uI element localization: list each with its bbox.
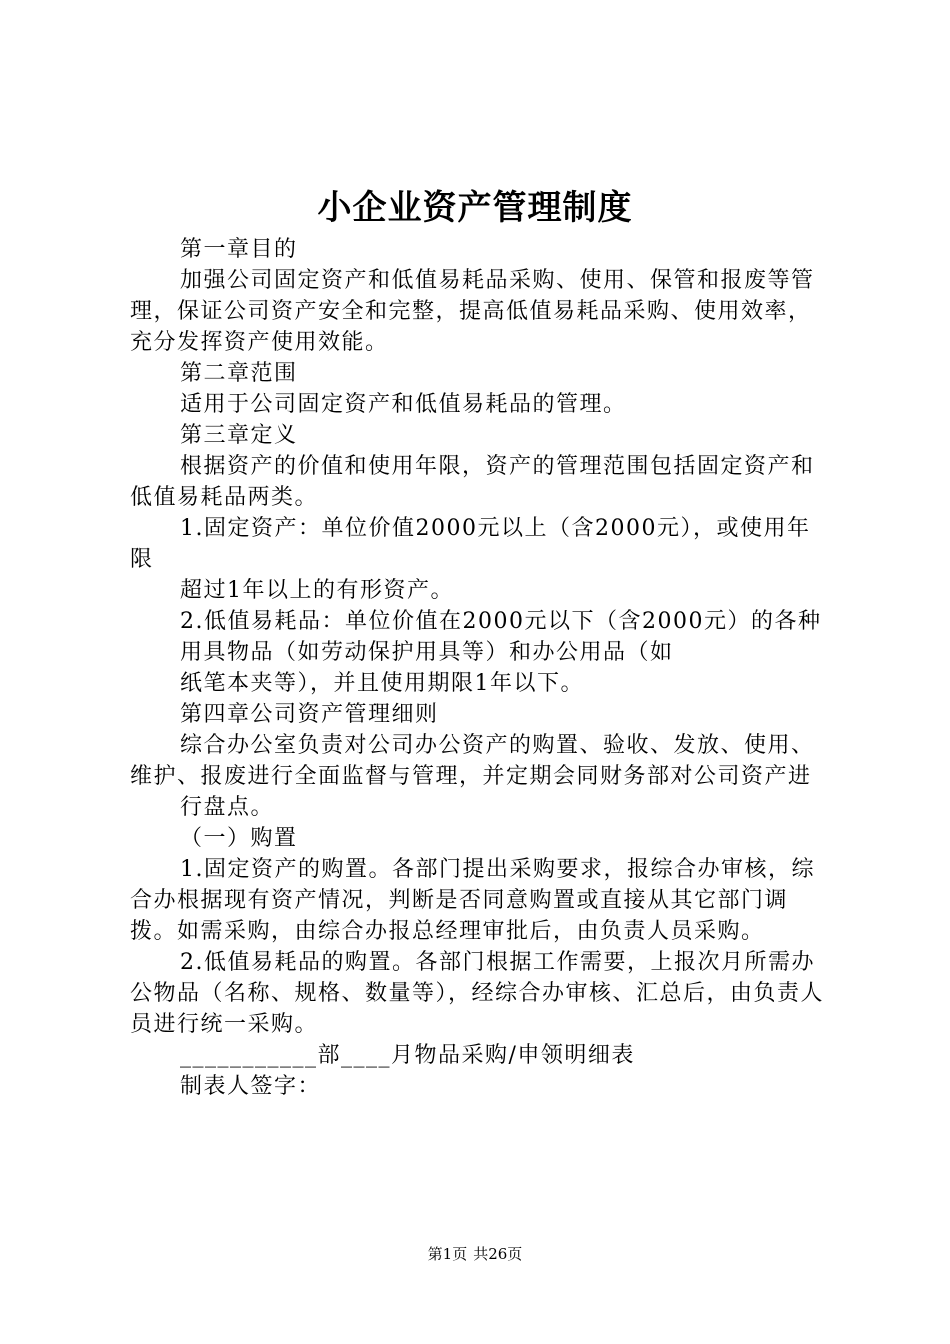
paragraph: 2.低值易耗品的购置。各部门根据工作需要，上报次月所需办公物品（名称、规格、数量等），经综合办审核、汇总后，由负责人员进行统一采购。 <box>130 950 825 1037</box>
page-footer <box>0 1244 950 1264</box>
section-heading: （一）购置 <box>180 826 298 851</box>
paragraph: 行盘点。 <box>180 795 275 820</box>
paragraph: 1.固定资产的购置。各部门提出采购要求，报综合办审核，综合办根据现有资产情况，判断是否同意购置或直接从其它部门调拨。如需采购，由综合办报总经理审批后，由负责人员采购。 <box>130 857 815 944</box>
paragraph: 2.低值易耗品：单位价值在2000元以下（含2000元）的各种 <box>180 609 822 634</box>
form-title-line: ___________部____月物品采购/申领明细表 <box>180 1043 635 1068</box>
chapter-heading: 第三章定义 <box>180 423 298 448</box>
paragraph: 适用于公司固定资产和低值易耗品的管理。 <box>180 392 627 417</box>
paragraph: 1.固定资产：单位价值2000元以上（含2000元），或使用年限 <box>130 516 811 572</box>
paragraph: 纸笔本夹等），并且使用期限1年以下。 <box>180 671 584 696</box>
paragraph: 根据资产的价值和使用年限，资产的管理范围包括固定资产和低值易耗品两类。 <box>130 454 815 510</box>
chapter-heading: 第一章目的 <box>180 237 298 262</box>
paragraph: 超过1年以上的有形资产。 <box>180 578 454 603</box>
signature-line: 制表人签字： <box>180 1074 322 1099</box>
paragraph: 加强公司固定资产和低值易耗品采购、使用、保管和报废等管理，保证公司资产安全和完整，提高低值易耗品采购、使用效率，充分发挥资产使用效能。 <box>130 268 815 355</box>
page-number: 第1页 <box>427 1245 468 1263</box>
paragraph: 综合办公室负责对公司办公资产的购置、验收、发放、使用、维护、报废进行全面监督与管理，并定期会同财务部对公司资产进 <box>130 733 815 789</box>
chapter-heading: 第二章范围 <box>180 361 298 386</box>
page-total: 共26页 <box>473 1245 523 1263</box>
document-body <box>130 234 832 1102</box>
paragraph: 用具物品（如劳动保护用具等）和办公用品（如 <box>180 640 674 665</box>
document-title: 小企业资产管理制度 <box>317 188 633 228</box>
chapter-heading: 第四章公司资产管理细则 <box>180 702 439 727</box>
